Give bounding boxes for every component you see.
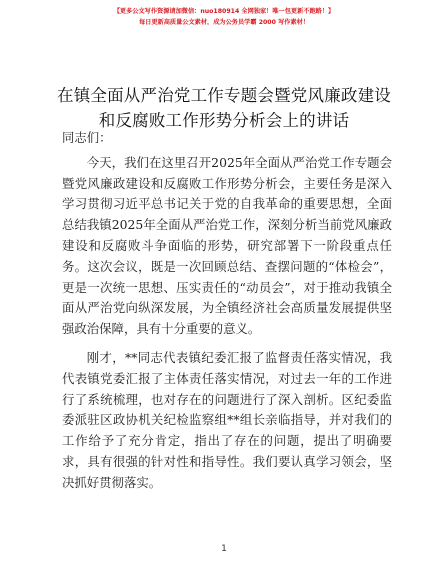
promo-banner-line-1: 【更多公文写作资源请加微信：nuo180914 全网独家！唯一包更新不跑路！】: [113, 8, 335, 15]
document-body: [62, 128, 392, 502]
promo-banner-line-2: 每日更新高质量公文素材，成为公务员学霸 2000 写作素材！: [138, 19, 310, 26]
paragraph-2: 刚才，**同志代表镇纪委汇报了监督责任落实情况，我代表镇党委汇报了主体责任落实情况，对过去一年的工作进行了系统梳理，也对存在的问题进行了深入剖析。区纪委监委派驻区政协机关纪检监察组**组长亲临指导，并对我们的工作给予了充分肯定，指出了存在的问题，提出了明确要求，具有很强的针对性和指导性。我们要认真学习领会，坚决抓好贯彻落实。: [62, 349, 392, 490]
document-title-line-1: 在镇全面从严治党工作专题会暨党风廉政建设: [57, 86, 391, 105]
promo-banner: [0, 6, 448, 28]
page-number: 1: [221, 544, 227, 554]
document-title: [0, 83, 448, 133]
paragraph-1: 今天，我们在这里召开2025年全面从严治党工作专题会暨党风廉政建设和反腐败工作形势分析会，主要任务是深入学习贯彻习近平总书记关于党的自我革命的重要思想，全面总结我镇2025年全面从严治党工作，深刻分析当前党风廉政建设和反腐败斗争面临的形势，研究部署下一阶段重点任务。这次会议，既是一次回顾总结、查摆问题的“体检会”，更是一次统一思想、压实责任的“动员会”，对于推动我镇全面从严治党向纵深发展，为全镇经济社会高质量发展提供坚强政治保障，具有十分重要的意义。: [62, 154, 392, 337]
greeting: 同志们：: [62, 130, 112, 145]
document-title-line-2: 和反腐败工作形势分析会上的讲话: [98, 111, 350, 130]
